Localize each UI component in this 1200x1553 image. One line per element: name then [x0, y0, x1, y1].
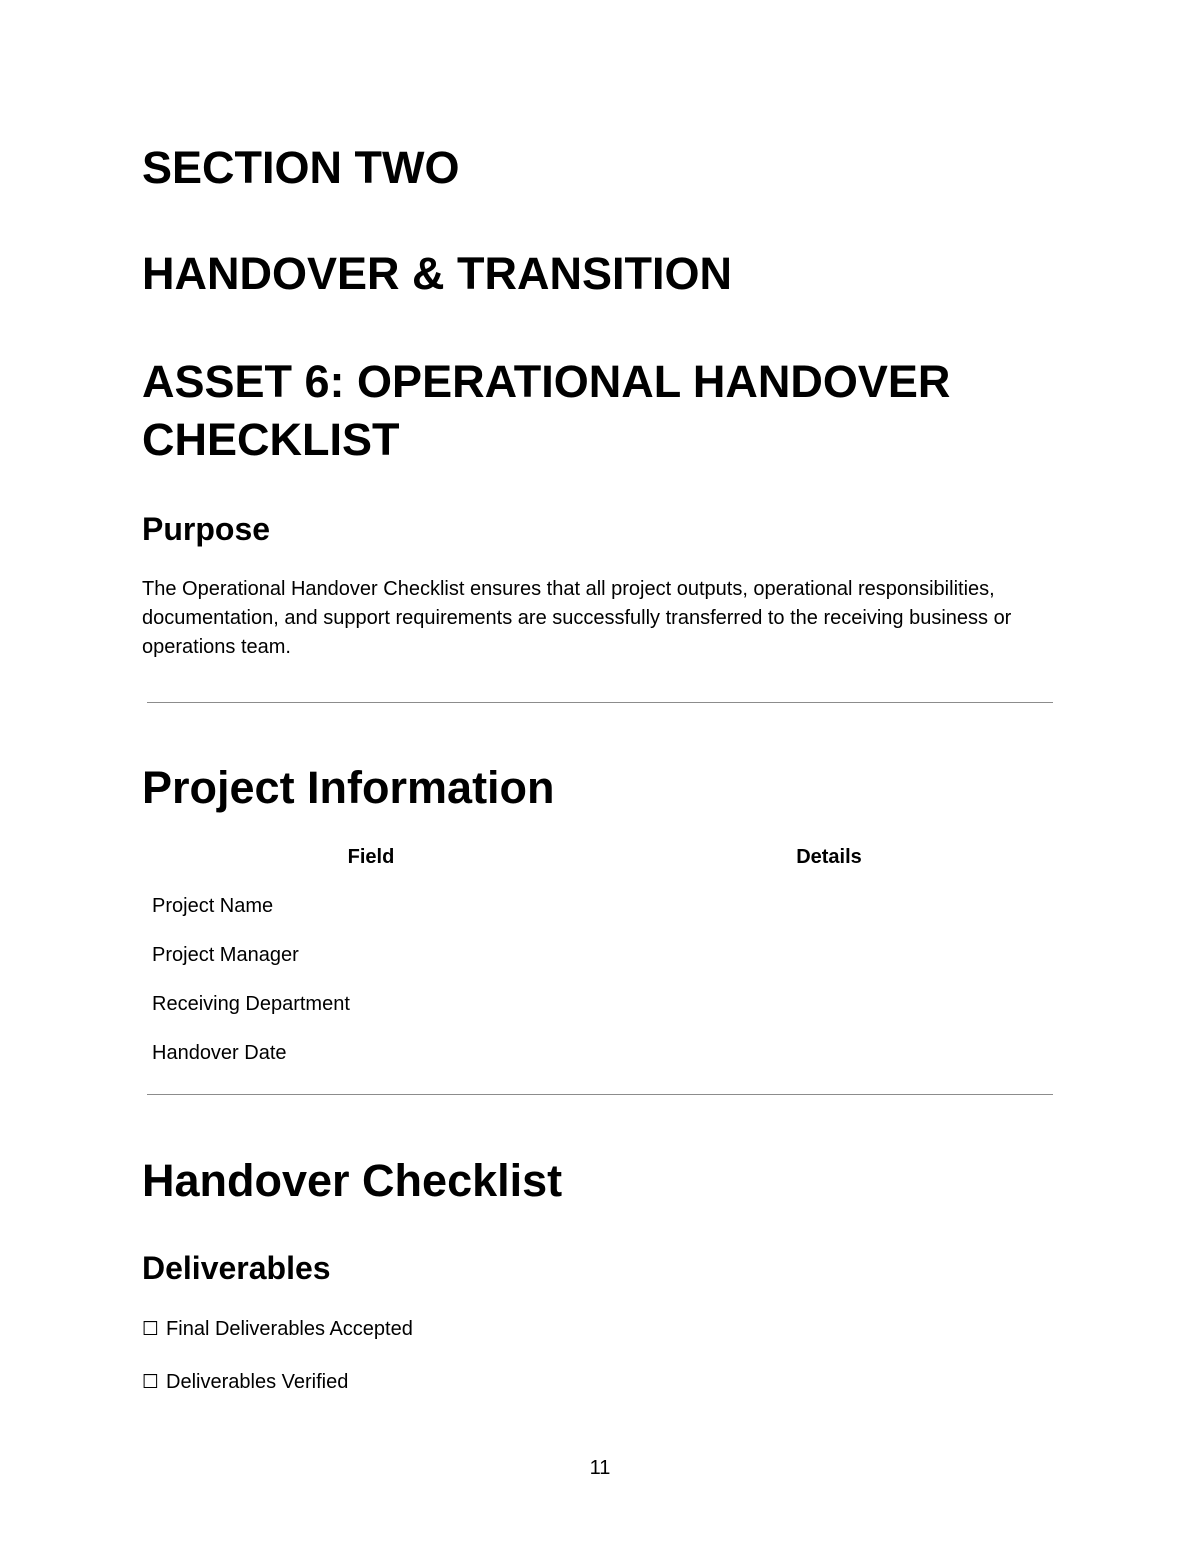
page-number: 11 — [589, 1457, 611, 1479]
section-title: HANDOVER & TRANSITION — [142, 248, 733, 299]
checkbox-icon[interactable]: ☐ — [142, 1371, 160, 1393]
deliverables-heading: Deliverables — [142, 1250, 331, 1286]
table-header-details: Details — [796, 846, 862, 868]
purpose-heading: Purpose — [142, 511, 271, 547]
handover-checklist-heading: Handover Checklist — [142, 1155, 563, 1206]
table-row-receiving-department: Receiving Department — [152, 993, 350, 1015]
table-header-field: Field — [347, 846, 395, 868]
section-label: SECTION TWO — [142, 142, 460, 193]
asset-title: ASSET 6: OPERATIONAL HANDOVER CHECKLIST — [142, 356, 951, 465]
table-row-project-name: Project Name — [152, 895, 274, 917]
checklist-item-deliverables-verified[interactable] — [142, 1370, 348, 1394]
section-divider — [147, 1094, 1053, 1095]
checklist-item-final-deliverables-accepted[interactable] — [142, 1317, 413, 1341]
checkbox-icon[interactable]: ☐ — [142, 1318, 160, 1340]
table-row-project-manager: Project Manager — [152, 944, 299, 966]
project-information-heading: Project Information — [142, 762, 555, 813]
checklist-item-label: Deliverables Verified — [166, 1371, 349, 1393]
section-divider — [147, 702, 1053, 703]
checklist-item-label: Final Deliverables Accepted — [166, 1318, 413, 1340]
table-row-handover-date: Handover Date — [152, 1042, 287, 1064]
purpose-text: The Operational Handover Checklist ensures that all project outputs, operational responsibilities, documentation, and support requirements are successfully transferred to the receiving business or operations team. — [142, 578, 1012, 658]
